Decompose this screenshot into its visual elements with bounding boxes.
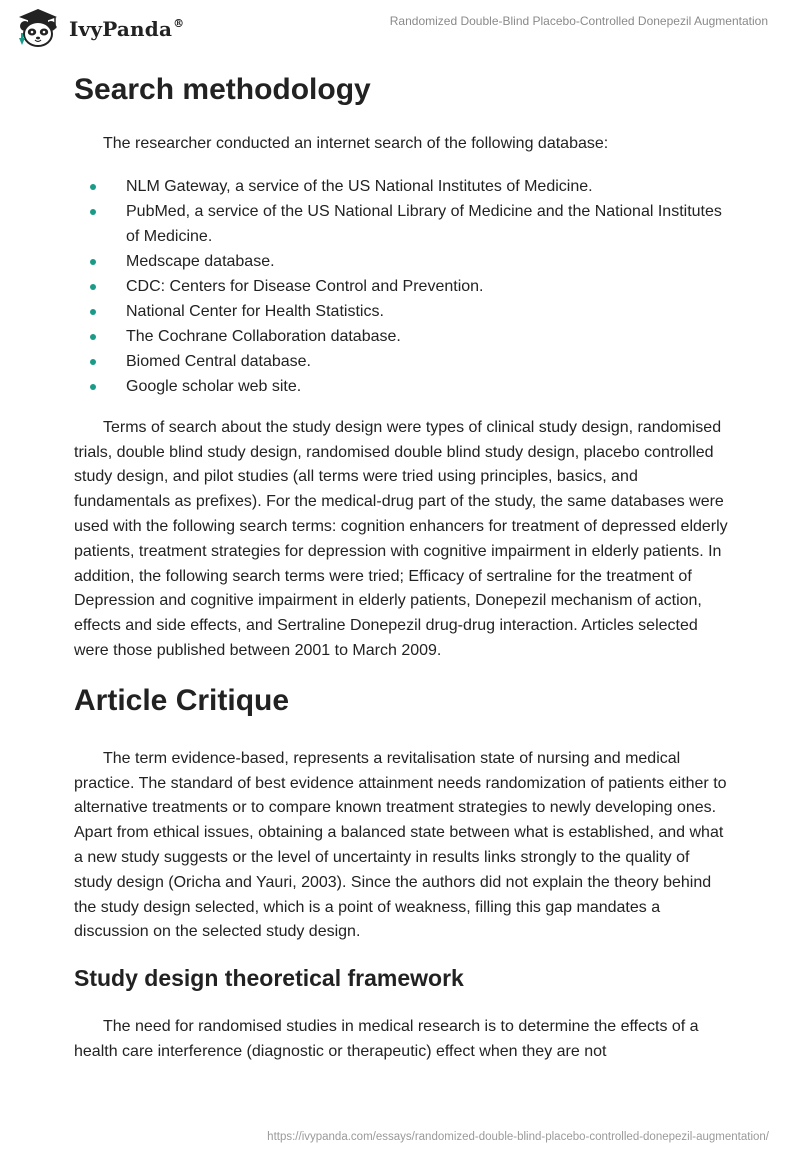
bullet-dot-icon <box>90 284 96 290</box>
bullet-dot-icon <box>90 384 96 390</box>
panda-graduate-icon <box>15 7 61 49</box>
heading-article-critique: Article Critique <box>74 683 290 717</box>
bullet-dot-icon <box>90 359 96 365</box>
list-item: The Cochrane Collaboration database. <box>74 324 729 349</box>
list-item: CDC: Centers for Disease Control and Prevention. <box>74 274 729 299</box>
bullet-dot-icon <box>90 259 96 265</box>
search-intro-paragraph: The researcher conducted an internet search of the following database: <box>103 135 609 152</box>
list-item: Google scholar web site. <box>74 374 729 399</box>
source-url-link[interactable]: https://ivypanda.com/essays/randomized-double-blind-placebo-controlled-donepezil-augmentation/ <box>267 1131 769 1143</box>
bullet-dot-icon <box>90 184 96 190</box>
bullet-dot-icon <box>90 209 96 215</box>
document-title: Randomized Double-Blind Placebo-Controlled Donepezil Augmentation <box>389 14 768 28</box>
list-item: PubMed, a service of the US National Library of Medicine and the National Institutes of Medicine. <box>74 199 729 249</box>
critique-paragraph: The term evidence-based, represents a revitalisation state of nursing and medical practice. The standard of best evidence attainment needs randomization of patients either to alternative treatments or to compare known treatment strategies to newly developing ones. Apart from ethical issues, obtaining a balanced state between what is established, and what a new study suggests or the level of uncertainty in results links strongly to the quality of study design (Oricha and Yauri, 2003). Since the authors did not explain the theory behind the study design selected, which is a point of weakness, filling this gap mandates a discussion on the selected study design. <box>74 749 727 941</box>
list-item: National Center for Health Statistics. <box>74 299 729 324</box>
list-item: Biomed Central database. <box>74 349 729 374</box>
heading-search-methodology: Search methodology <box>74 73 371 106</box>
bullet-dot-icon <box>90 309 96 315</box>
framework-paragraph: The need for randomised studies in medical research is to determine the effects of a health care interference (diagnostic or therapeutic) effect when they are not <box>74 1018 699 1060</box>
list-item: NLM Gateway, a service of the US National Institutes of Medicine. <box>74 174 729 199</box>
search-terms-paragraph: Terms of search about the study design were types of clinical study design, randomised trials, double blind study design, randomised double blind study design, placebo controlled study design, and pilot studies (all terms were tried using principles, basics, and fundamentals as prefixes). For the medical-drug part of the study, the same databases were used with the following search terms: cognition enhancers for treatment of depressed elderly patients, treatment strategies for depression with cognitive impairment in elderly patients. In addition, the following search terms were tried; Efficacy of sertraline for the treatment of Depression and cognitive impairment in elderly patients, Donepezil mechanism of action, effects and side effects, and Sertraline Donepezil drug-drug interaction. Articles selected were those published between 2001 to March 2009. <box>74 418 728 659</box>
article-body <box>74 68 729 1065</box>
ivypanda-logo[interactable] <box>15 7 184 49</box>
database-list <box>74 174 729 399</box>
logo-text: IvyPanda® <box>69 17 185 41</box>
heading-study-design-framework: Study design theoretical framework <box>74 965 464 992</box>
bullet-dot-icon <box>90 334 96 340</box>
page-header <box>0 0 800 60</box>
list-item: Medscape database. <box>74 249 729 274</box>
